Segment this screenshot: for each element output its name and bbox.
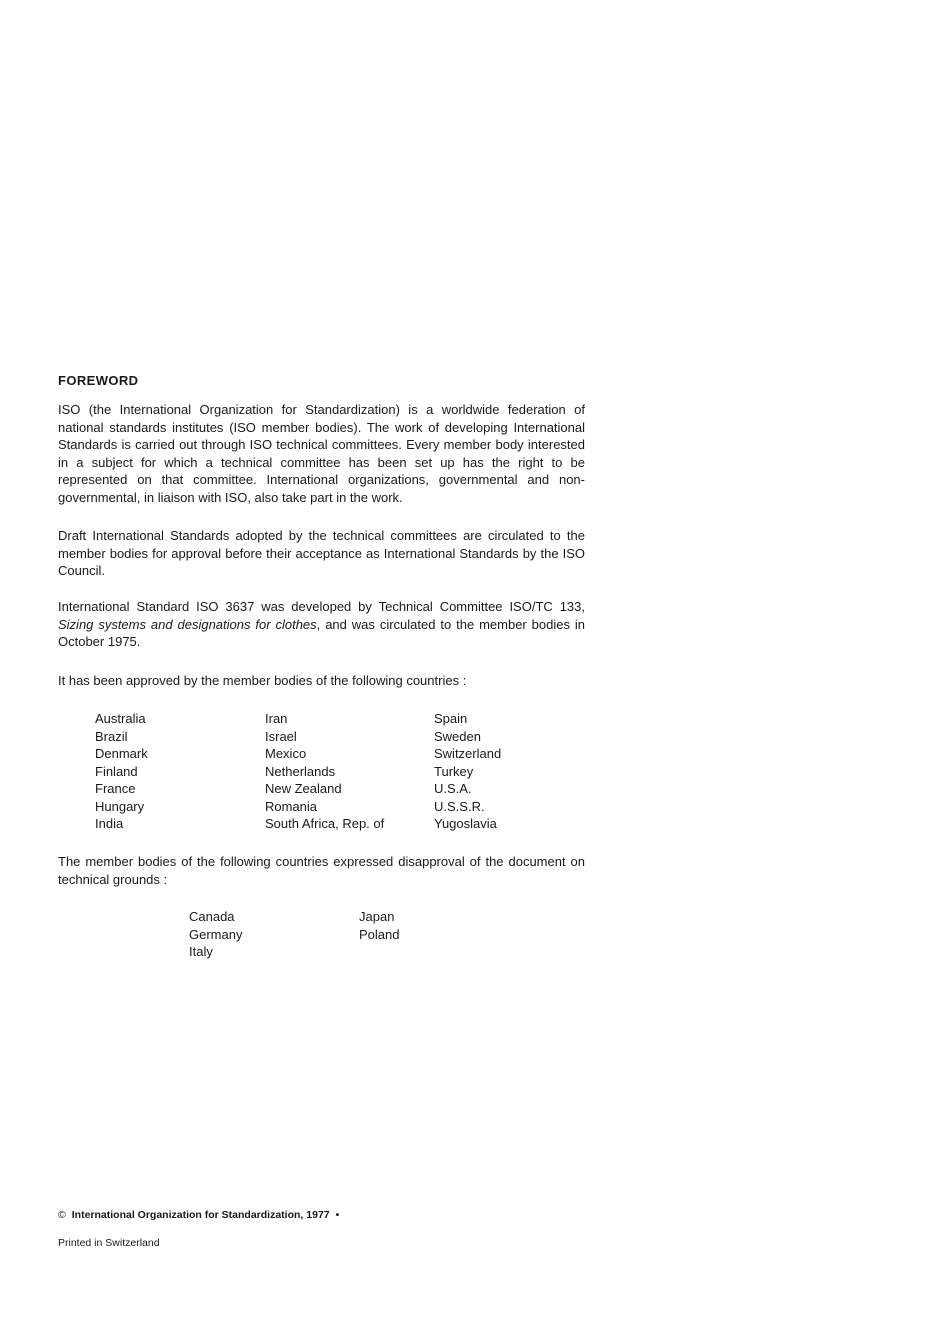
disapproved-country: Italy [189, 944, 213, 959]
approved-countries-column-1 [95, 710, 148, 833]
approved-country: India [95, 816, 124, 831]
disapproved-country: Germany [189, 926, 243, 942]
foreword-paragraph-iso: ISO (the International Organization for Standardization) is a worldwide federation of national standards institutes (ISO member bodies). The work of developing International Standards is carried out through ISO technical committees. Every member body interested in a subject for which a technical committee has been set up has the right to be represented on that committee. International organizations, governmental and non-governmental, in liaison with ISO, also take part in the work. [58, 402, 585, 505]
bullet-icon: • [335, 1209, 340, 1221]
foreword-heading: FOREWORD [58, 373, 139, 388]
approved-country: Yugoslavia [434, 816, 497, 831]
approved-country: Brazil [95, 728, 128, 744]
foreword-paragraph-standard [58, 598, 585, 651]
approval-intro: It has been approved by the member bodies of the following countries : [58, 673, 467, 688]
approved-country: Netherlands [265, 763, 336, 779]
approved-country: U.S.A. [434, 781, 472, 796]
approved-country: Israel [265, 728, 297, 744]
disapproved-country: Canada [189, 909, 235, 924]
disapproved-country: Poland [359, 926, 400, 942]
standard-title: Sizing systems and designations for clothes [58, 616, 317, 632]
approved-country: Mexico [265, 746, 307, 761]
approved-country: Finland [95, 763, 138, 779]
approved-country: Hungary [95, 798, 145, 814]
approved-country: New Zealand [265, 781, 342, 796]
standard-circulation-text: , and was circulated to the member bodies in October 1975. [58, 616, 586, 649]
foreword-paragraph-draft: Draft International Standards adopted by the technical committees are circulated to the member bodies for approval before their acceptance as International Standards by the ISO Council. [58, 528, 585, 578]
copyright-text: International Organization for Standardization, 1977 [71, 1209, 330, 1221]
approved-countries-column-3 [434, 710, 501, 833]
disapproved-country: Japan [359, 909, 395, 924]
printed-in-note: Printed in Switzerland [58, 1237, 160, 1249]
copyright-line [58, 1209, 339, 1221]
approved-country: Australia [95, 711, 146, 726]
approved-country: South Africa, Rep. of [265, 816, 385, 831]
approved-country: Spain [434, 711, 468, 726]
approved-country: U.S.S.R. [434, 798, 485, 814]
disapproval-intro: The member bodies of the following countries expressed disapproval of the document on technical grounds : [58, 854, 585, 887]
copyright-symbol: © [58, 1209, 66, 1221]
approved-country: Iran [265, 711, 288, 726]
approved-country: Turkey [434, 763, 474, 779]
approved-country: Sweden [434, 728, 481, 744]
disapproved-countries-column-2 [359, 908, 399, 943]
approved-country: Romania [265, 798, 318, 814]
standard-intro-text: International Standard ISO 3637 was developed by Technical Committee ISO/TC 133, [58, 599, 585, 614]
approved-country: France [95, 781, 136, 796]
disapproved-countries-column-1 [189, 908, 242, 961]
approved-country: Switzerland [434, 746, 502, 761]
approved-countries-column-2 [265, 710, 384, 833]
approved-country: Denmark [95, 746, 148, 761]
